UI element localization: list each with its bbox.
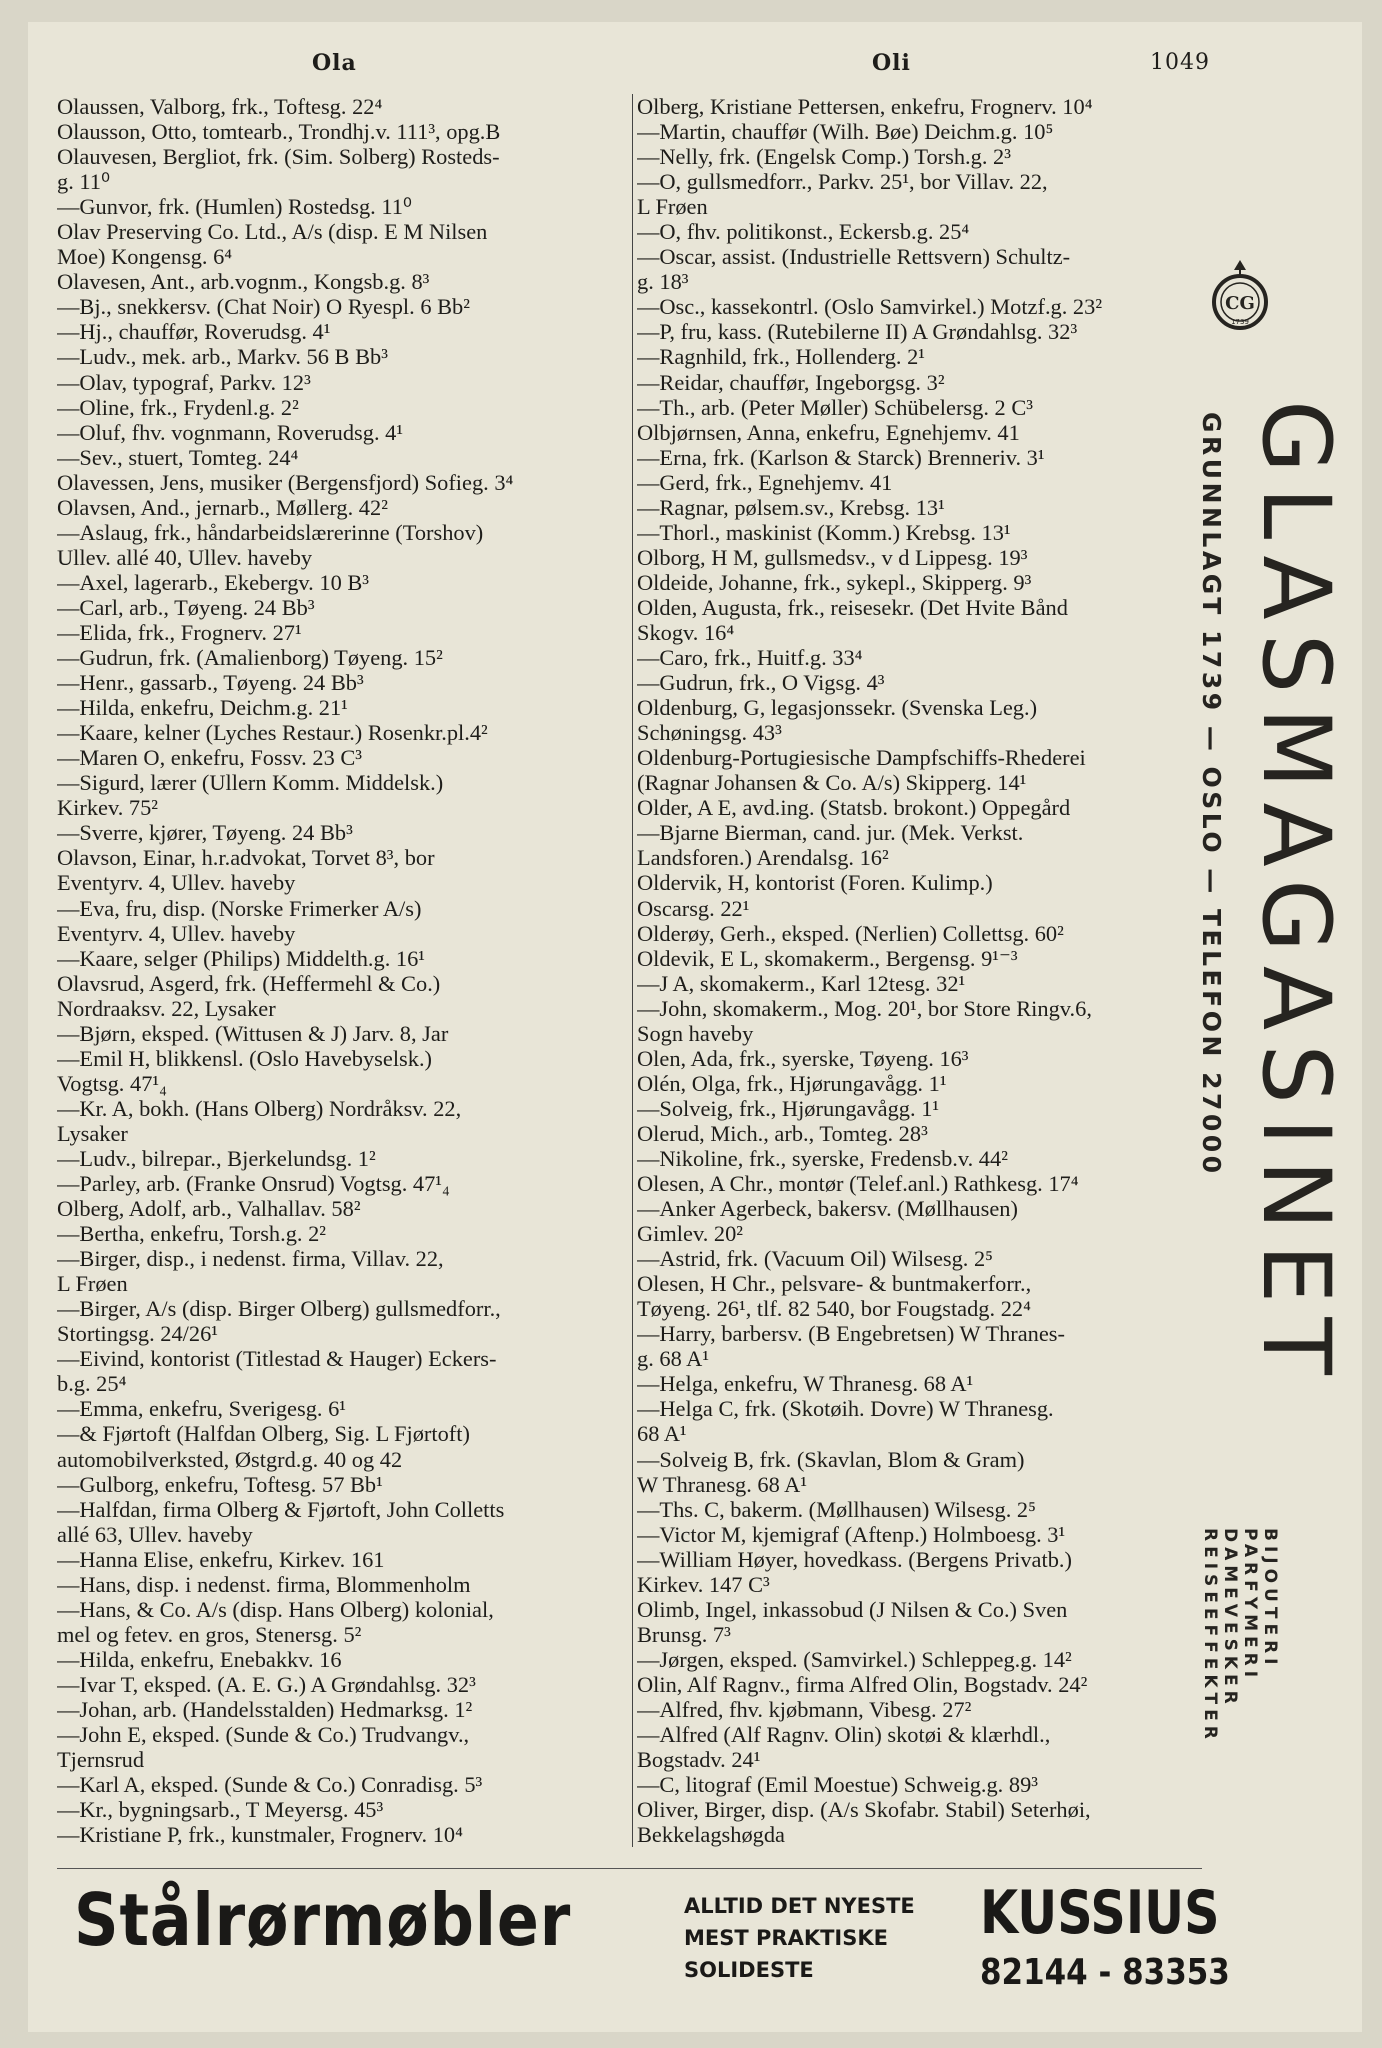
directory-entry-line: Olden, Augusta, frk., reisesekr. (Det Hvite Bånd [637, 594, 1068, 620]
directory-entry-line: Ullev. allé 40, Ullev. haveby [57, 544, 313, 570]
directory-entry-line: —Solveig, frk., Hjørungavågg. 1¹ [637, 1095, 940, 1121]
directory-entry-line: —Victor M, kjemigraf (Aftenp.) Holmboesg. 3¹ [637, 1521, 1066, 1547]
directory-entry-line: —Eva, fru, disp. (Norske Frimerker A/s) [57, 895, 422, 921]
glasmagasinet-logo [1208, 256, 1272, 340]
directory-entry-line: Olen, Ada, frk., syerske, Tøyeng. 16³ [637, 1045, 969, 1071]
directory-entry-line: —& Fjørtoft (Halfdan Olberg, Sig. L Fjørtoft) [57, 1421, 470, 1447]
directory-entry-line: —Hilda, enkefru, Enebakkv. 16 [57, 1646, 342, 1672]
directory-entry-line: —John, skomakerm., Mog. 20¹, bor Store Ringv.6, [637, 995, 1092, 1021]
directory-entry-line: g. 11⁰ [57, 169, 110, 195]
directory-entry-line: —J A, skomakerm., Karl 12tesg. 32¹ [637, 970, 966, 996]
directory-entry-line: —Johan, arb. (Handelsstalden) Hedmarksg. 1² [57, 1697, 473, 1722]
directory-entry-line: —Jørgen, eksped. (Samvirkel.) Schleppeg.g. 14² [637, 1646, 1072, 1672]
side-ad-brand: GLASMAGASINET [1241, 400, 1350, 1389]
directory-entry-line: Olderøy, Gerh., eksped. (Nerlien) Collettsg. 60² [637, 920, 1064, 946]
directory-entry-line: —Karl A, eksped. (Sunde & Co.) Conradisg. 5³ [57, 1772, 483, 1798]
directory-entry-line: —Kr. A, bokh. (Hans Olberg) Nordråksv. 22, [57, 1095, 462, 1121]
directory-entry-line: Olavessen, Jens, musiker (Bergensfjord) Sofieg. 3⁴ [57, 469, 514, 495]
directory-entry-line: Gimlev. 20² [637, 1221, 744, 1247]
directory-entry-line: Tjernsrud [57, 1747, 145, 1773]
department-parfymeri: PARFYMERI [1240, 1528, 1260, 1683]
ad-slogan-line: MEST PRAKTISKE [684, 1926, 888, 1950]
directory-entry-line: —Solveig B, frk. (Skavlan, Blom & Gram) [637, 1446, 1025, 1472]
logo-year: 1739 [1231, 318, 1249, 326]
department-damevesker: DAMEVESKER [1220, 1528, 1240, 1709]
directory-entry-line: Schøningsg. 43³ [637, 720, 782, 746]
directory-entry-line: —Oluf, fhv. vognmann, Roverudsg. 4¹ [57, 419, 404, 445]
directory-entry-line: —Osc., kassekontrl. (Oslo Samvirkel.) Motzf.g. 23² [637, 294, 1103, 320]
directory-entry-line: —Eivind, kontorist (Titlestad & Hauger) Eckers- [57, 1346, 497, 1372]
directory-entry-line: Olavsrud, Asgerd, frk. (Heffermehl & Co.) [57, 970, 441, 996]
directory-entry-line: —Anker Agerbeck, bakersv. (Møllhausen) [637, 1196, 1018, 1222]
directory-entry-line: —Ivar T, eksped. (A. E. G.) A Grøndahlsg. 32³ [57, 1671, 476, 1697]
directory-entry-line: Olberg, Adolf, arb., Valhallav. 58² [57, 1196, 361, 1222]
directory-entry-line: Vogtsg. 47¹₄ [57, 1070, 167, 1096]
directory-entry-line: —Bjarne Bierman, cand. jur. (Mek. Verkst. [637, 820, 1024, 846]
directory-entry-line: —Gerd, frk., Egnehjemv. 41 [637, 469, 893, 495]
directory-entry-line: (Ragnar Johansen & Co. A/s) Skipperg. 14¹ [637, 770, 1027, 796]
directory-entry-line: Olavesen, Ant., arb.vognm., Kongsb.g. 8³ [57, 269, 430, 295]
directory-entry-line: Olberg, Kristiane Pettersen, enkefru, Frognerv. 10⁴ [637, 94, 1093, 119]
directory-entry-line: —Gunvor, frk. (Humlen) Rostedsg. 11⁰ [57, 194, 412, 220]
directory-entry-line: mel og fetev. en gros, Stenersg. 5² [57, 1621, 362, 1647]
directory-entry-line: —P, fru, kass. (Rutebilerne II) A Grøndahlsg. 32³ [637, 319, 1078, 345]
directory-entry-line: —Caro, frk., Huitf.g. 33⁴ [637, 645, 863, 671]
directory-entry-line: —Oline, frk., Frydenl.g. 2² [57, 394, 299, 420]
directory-entry-line: —Olav, typograf, Parkv. 12³ [57, 369, 311, 395]
ad-slogan-line: ALLTID DET NYESTE [684, 1894, 915, 1918]
directory-entry-line: Moe) Kongensg. 6⁴ [57, 244, 233, 270]
directory-entry-line: Bogstadv. 24¹ [637, 1747, 761, 1773]
directory-entry-line: —Hilda, enkefru, Deichm.g. 21¹ [57, 695, 348, 721]
directory-entry-line: g. 18³ [637, 269, 689, 295]
directory-entry-line: —Helga, enkefru, W Thranesg. 68 A¹ [637, 1371, 974, 1397]
directory-entry-line: L Frøen [637, 194, 708, 220]
directory-entry-line: Tøyeng. 26¹, tlf. 82 540, bor Fougstadg. 22⁴ [637, 1296, 1031, 1322]
directory-entry-line: Kirkev. 75² [57, 795, 159, 821]
logo-monogram: CG [1225, 293, 1255, 314]
side-ad-departments [1200, 1528, 1280, 1744]
directory-entry-line: —Elida, frk., Frognerv. 27¹ [57, 619, 302, 645]
directory-entry-line: Olbjørnsen, Anna, enkefru, Egnehjemv. 41 [637, 419, 1020, 445]
directory-entry-line: allé 63, Ullev. haveby [57, 1521, 253, 1547]
directory-entry-line: —Ludv., bilrepar., Bjerkelundsg. 1² [57, 1145, 376, 1171]
ad-phone-numbers: 82144 - 83353 [980, 1952, 1230, 1993]
directory-entry-line: —Alfred, fhv. kjøbmann, Vibesg. 27² [637, 1697, 972, 1722]
left-column [57, 94, 629, 1847]
directory-entry-line: Olavson, Einar, h.r.advokat, Torvet 8³, bor [57, 845, 435, 871]
directory-entry-line: —Reidar, chauffør, Ingeborgsg. 3² [637, 369, 945, 395]
page-number: 1049 [1150, 50, 1210, 75]
directory-entry-line: Olavsen, And., jernarb., Møllerg. 42² [57, 494, 388, 520]
directory-entry-line: —Bj., snekkersv. (Chat Noir) O Ryespl. 6 Bb² [57, 294, 470, 320]
side-ad-tagline: GRUNNLAGT 1739 — OSLO — TELEFON 27000 [1197, 412, 1226, 1177]
directory-entry-line: g. 68 A¹ [637, 1346, 710, 1372]
directory-entry-line: —Halfdan, firma Olberg & Fjørtoft, John Colletts [57, 1496, 505, 1522]
directory-entry-line: Oliver, Birger, disp. (A/s Skofabr. Stabil) Seterhøi, [637, 1797, 1091, 1823]
directory-entry-line: —William Høyer, hovedkass. (Bergens Privatb.) [637, 1546, 1072, 1572]
directory-entry-line: b.g. 25⁴ [57, 1371, 127, 1397]
directory-entry-line: —Nelly, frk. (Engelsk Comp.) Torsh.g. 2³ [637, 144, 1011, 170]
directory-entry-line: Eventyrv. 4, Ullev. haveby [57, 870, 296, 896]
directory-entry-line: Olén, Olga, frk., Hjørungavågg. 1¹ [637, 1070, 947, 1096]
directory-entry-line: Oldenburg-Portugiesische Dampfschiffs-Rhederei [637, 745, 1086, 771]
directory-entry-line: —Th., arb. (Peter Møller) Schübelersg. 2 C³ [637, 394, 1033, 420]
directory-entry-line: Olesen, A Chr., montør (Telef.anl.) Rathkesg. 17⁴ [637, 1171, 1079, 1197]
directory-entry-line: Olauvesen, Bergliot, frk. (Sim. Solberg) Rosteds- [57, 144, 500, 170]
running-head-center: Oli [872, 50, 911, 76]
directory-entry-line: Olaussen, Valborg, frk., Toftesg. 22⁴ [57, 94, 383, 119]
directory-entry-line: Oldevik, E L, skomakerm., Bergensg. 9¹⁻³ [637, 945, 1018, 971]
directory-entry-line: Brunsg. 7³ [637, 1621, 731, 1647]
directory-entry-line: —Gulborg, enkefru, Toftesg. 57 Bb¹ [57, 1471, 383, 1497]
directory-entry-line: —Gudrun, frk. (Amalienborg) Tøyeng. 15² [57, 645, 443, 671]
directory-entry-line: —Oscar, assist. (Industrielle Rettsvern) Schultz- [637, 244, 1071, 270]
directory-entry-line: —Emil H, blikkensl. (Oslo Havebyselsk.) [57, 1045, 432, 1071]
directory-entry-line: Oldervik, H, kontorist (Foren. Kulimp.) [637, 870, 993, 896]
directory-entry-line: Bekkelagshøgda [637, 1822, 785, 1848]
directory-entry-line: —Birger, A/s (disp. Birger Olberg) gullsmedforr., [57, 1296, 501, 1322]
directory-entry-line: —Ludv., mek. arb., Markv. 56 B Bb³ [57, 344, 388, 370]
directory-entry-line: —Harry, barbersv. (B Engebretsen) W Thranes- [637, 1321, 1065, 1347]
directory-entry-line: —Hanna Elise, enkefru, Kirkev. 161 [57, 1546, 385, 1572]
directory-entry-line: Skogv. 16⁴ [637, 619, 735, 645]
directory-entry-line: Oscarsg. 22¹ [637, 895, 750, 921]
directory-entry-line: —Sigurd, lærer (Ullern Komm. Middelsk.) [57, 770, 444, 796]
directory-entry-line: —Sverre, kjører, Tøyeng. 24 Bb³ [57, 820, 353, 846]
directory-entry-line: L Frøen [57, 1271, 128, 1297]
directory-entry-line: —John E, eksped. (Sunde & Co.) Trudvangv., [57, 1722, 470, 1748]
directory-entry-line: —Alfred (Alf Ragnv. Olin) skotøi & klærhdl., [637, 1722, 1051, 1748]
ad-headline: Stålrørmøbler [74, 1878, 572, 1962]
directory-entry-line: —Hans, disp. i nedenst. firma, Blommenholm [57, 1571, 471, 1597]
directory-entry-line: Stortingsg. 24/26¹ [57, 1321, 218, 1347]
directory-entry-line: —Thorl., maskinist (Komm.) Krebsg. 13¹ [637, 519, 1011, 545]
directory-entry-line: Olerud, Mich., arb., Tomteg. 28³ [637, 1120, 928, 1146]
directory-entry-line: —Emma, enkefru, Sverigesg. 6¹ [57, 1396, 347, 1422]
directory-entry-line: —Ragnhild, frk., Hollenderg. 2¹ [637, 344, 926, 370]
directory-entry-line: Sogn haveby [637, 1020, 754, 1046]
directory-entry-line: Kirkev. 147 C³ [637, 1571, 770, 1597]
directory-entry-line: —Helga C, frk. (Skotøih. Dovre) W Thranesg. [637, 1396, 1054, 1422]
directory-entry-line: —Maren O, enkefru, Fossv. 23 C³ [57, 745, 363, 771]
directory-entry-line: Olausson, Otto, tomtearb., Trondhj.v. 111³, opg.B [57, 119, 501, 145]
directory-entry-line: Olav Preserving Co. Ltd., A/s (disp. E M Nilsen [57, 219, 488, 245]
directory-entry-line: —Gudrun, frk., O Vigsg. 4³ [637, 670, 885, 696]
directory-entry-line: —Hj., chauffør, Roverudsg. 4¹ [57, 319, 331, 345]
directory-entry-line: —Bertha, enkefru, Torsh.g. 2² [57, 1221, 327, 1247]
directory-entry-line: —Aslaug, frk., håndarbeidslærerinne (Torshov) [57, 519, 484, 545]
directory-entry-line: —Nikoline, frk., syerske, Fredensb.v. 44² [637, 1145, 1008, 1171]
running-head-left: Ola [312, 50, 357, 76]
directory-entry-line: —Sev., stuert, Tomteg. 24⁴ [57, 444, 299, 470]
directory-entry-line: Oldeide, Johanne, frk., sykepl., Skipperg. 9³ [637, 569, 1032, 595]
directory-entry-line: —C, litograf (Emil Moestue) Schweig.g. 89³ [637, 1772, 1038, 1798]
directory-entry-line: —Astrid, frk. (Vacuum Oil) Wilsesg. 2⁵ [637, 1246, 993, 1272]
department-reiseeffekter: REISEEFFEKTER [1200, 1528, 1220, 1744]
directory-entry-line: Lysaker [57, 1120, 128, 1146]
directory-entry-line: Nordraaksv. 22, Lysaker [57, 995, 276, 1021]
directory-entry-line: 68 A¹ [637, 1421, 687, 1447]
directory-entry-line: —Kaare, selger (Philips) Middelth.g. 16¹ [57, 945, 426, 971]
directory-entry-line: —Birger, disp., i nedenst. firma, Villav. 22, [57, 1246, 444, 1272]
directory-entry-line: —Parley, arb. (Franke Onsrud) Vogtsg. 47¹₄ [57, 1171, 450, 1197]
directory-entry-line: —Martin, chauffør (Wilh. Bøe) Deichm.g. 10⁵ [637, 119, 1054, 145]
directory-entry-line: Landsforen.) Arendalsg. 16² [637, 845, 889, 871]
directory-entry-line: W Thranesg. 68 A¹ [637, 1471, 808, 1497]
directory-entry-line: —Ragnar, pølsem.sv., Krebsg. 13¹ [637, 494, 945, 520]
ad-divider [57, 1868, 1202, 1869]
directory-entry-line: Olin, Alf Ragnv., firma Alfred Olin, Bogstadv. 24² [637, 1671, 1088, 1697]
directory-entry-line: —Hans, & Co. A/s (disp. Hans Olberg) kolonial, [57, 1596, 494, 1622]
directory-entry-line: Olesen, H Chr., pelsvare- & buntmakerforr., [637, 1271, 1032, 1297]
directory-entry-line: —Erna, frk. (Karlson & Starck) Brenneriv. 3¹ [637, 444, 1045, 470]
directory-entry-line: —O, gullsmedforr., Parkv. 25¹, bor Villav. 22, [637, 169, 1048, 195]
directory-entry-line: Older, A E, avd.ing. (Statsb. brokont.) Oppegård [637, 795, 1071, 821]
directory-entry-line: —Kaare, kelner (Lyches Restaur.) Rosenkr.pl.4² [57, 720, 488, 746]
directory-entry-line: automobilverksted, Østgrd.g. 40 og 42 [57, 1446, 403, 1472]
directory-entry-line: —Kr., bygningsarb., T Meyersg. 45³ [57, 1797, 384, 1823]
directory-entry-line: —Bjørn, eksped. (Wittusen & J) Jarv. 8, Jar [57, 1020, 449, 1046]
directory-entry-line: —Axel, lagerarb., Ekebergv. 10 B³ [57, 569, 370, 595]
department-bijouteri: BIJOUTERI [1260, 1528, 1280, 1670]
directory-entry-line: Oldenburg, G, legasjonssekr. (Svenska Leg.) [637, 695, 1038, 721]
directory-entry-line: —Carl, arb., Tøyeng. 24 Bb³ [57, 594, 315, 620]
directory-entry-line: —Kristiane P, frk., kunstmaler, Frognerv. 10⁴ [57, 1822, 463, 1848]
ad-slogans [684, 1890, 915, 1986]
directory-entry-line: Eventyrv. 4, Ullev. haveby [57, 920, 296, 946]
directory-entry-line: Olimb, Ingel, inkassobud (J Nilsen & Co.) Sven [637, 1596, 1068, 1622]
right-column [632, 94, 1205, 1847]
ad-slogan-line: SOLIDESTE [684, 1958, 814, 1982]
ad-brand-name: KUSSIUS [980, 1878, 1220, 1948]
directory-entry-line: Olborg, H M, gullsmedsv., v d Lippesg. 19³ [637, 544, 1028, 570]
directory-entry-line: —Henr., gassarb., Tøyeng. 24 Bb³ [57, 670, 364, 696]
directory-entry-line: —Ths. C, bakerm. (Møllhausen) Wilsesg. 2⁵ [637, 1496, 1036, 1522]
directory-entry-line: —O, fhv. politikonst., Eckersb.g. 25⁴ [637, 219, 970, 245]
